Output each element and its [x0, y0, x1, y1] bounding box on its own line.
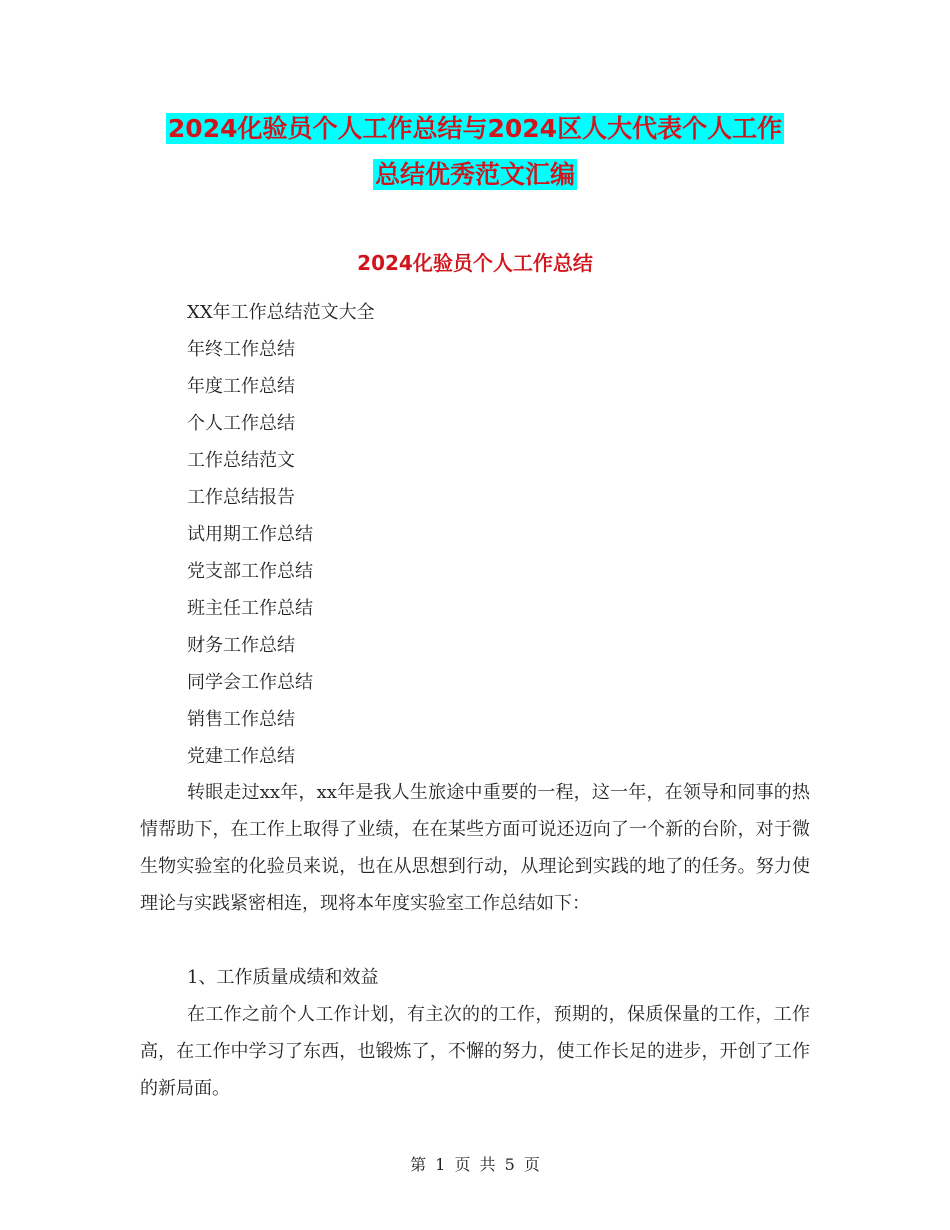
- list-item: 销售工作总结: [187, 709, 295, 730]
- list-item: 同学会工作总结: [187, 672, 313, 693]
- work-quality-paragraph: 在工作之前个人工作计划，有主次的的工作，预期的，保质保量的工作，工作高，在工作中学习了东西，也锻炼了，不懈的努力，使工作长足的进步，开创了工作的新局面。: [140, 1004, 810, 1099]
- list-item: 工作总结范文: [187, 450, 295, 471]
- list-item: 个人工作总结: [187, 413, 295, 434]
- list-item: 试用期工作总结: [187, 524, 313, 545]
- summary-category-list: [187, 294, 375, 775]
- list-item: 党支部工作总结: [187, 561, 313, 582]
- list-item: 工作总结报告: [187, 487, 295, 508]
- list-item: 财务工作总结: [187, 635, 295, 656]
- page-number-footer: 第 1 页 共 5 页: [410, 1155, 540, 1174]
- list-item: 班主任工作总结: [187, 598, 313, 619]
- section-heading: 2024化验员个人工作总结: [357, 251, 593, 275]
- document-title-text-1: 2024化验员个人工作总结与2024区人大代表个人工作: [167, 114, 783, 143]
- document-title-text-2: 总结优秀范文汇编: [374, 160, 575, 189]
- document-title-line-2: [0, 159, 950, 191]
- list-item: 党建工作总结: [187, 746, 295, 767]
- intro-paragraph: 转眼走过xx年，xx年是我人生旅途中重要的一程，这一年，在领导和同事的热情帮助下，在工作上取得了业绩，在在某些方面可说还迈向了一个新的台阶，对于微生物实验室的化验员来说，也在从思想到行动，从理论到实践的地了的任务。努力使理论与实践紧密相连，现将本年度实验室工作总结如下：: [140, 782, 810, 914]
- list-item: XX年工作总结范文大全: [187, 302, 375, 323]
- list-item: 年度工作总结: [187, 376, 295, 397]
- list-item: 年终工作总结: [187, 339, 295, 360]
- subheading-work-quality: 1、工作质量成绩和效益: [187, 967, 379, 988]
- document-title-line-1: [0, 113, 950, 145]
